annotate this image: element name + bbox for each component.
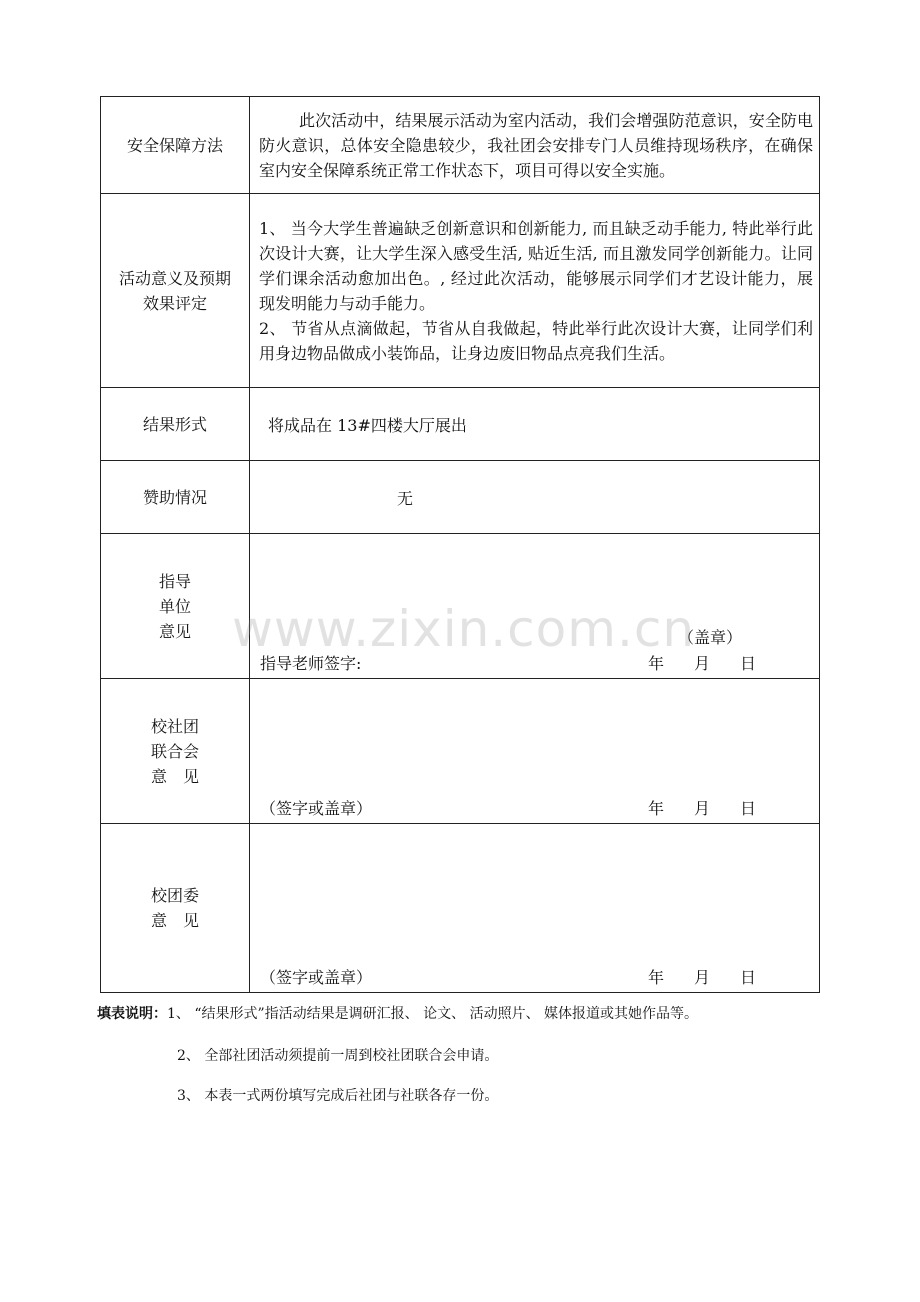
safety-label: 安全保障方法 xyxy=(101,97,250,194)
league-cell xyxy=(250,824,820,993)
row-safety xyxy=(101,97,820,194)
federation-label-line: 意 见 xyxy=(150,766,199,786)
stamp-note: （盖章） xyxy=(678,628,743,647)
league-label xyxy=(101,824,250,993)
result-cell xyxy=(250,388,820,461)
sign-or-stamp-label: （签字或盖章） xyxy=(260,968,373,987)
application-form-table xyxy=(100,96,820,993)
row-significance xyxy=(101,194,820,388)
month-label: 月 xyxy=(694,799,711,818)
result-label: 结果形式 xyxy=(101,388,250,461)
note-item: 2、 全部社团活动须提前一周到校社团联合会申请。 xyxy=(177,1048,499,1064)
day-label: 日 xyxy=(740,654,757,673)
row-league xyxy=(101,824,820,993)
signature-row xyxy=(250,652,819,674)
significance-item-2: 2、 节省从点滴做起，节省从自我做起，特此举行此次设计大赛，让同学们利用身边物品做成小装饰品，让身边废旧物品点亮我们生活。 xyxy=(259,318,813,363)
year-label: 年 xyxy=(648,799,665,818)
row-sponsor xyxy=(101,461,820,534)
month-label: 月 xyxy=(694,654,711,673)
sponsor-label: 赞助情况 xyxy=(101,461,250,534)
teacher-signature-label: 指导老师签字: xyxy=(260,654,362,673)
significance-cell xyxy=(250,194,820,388)
federation-label-line: 联合会 xyxy=(150,741,199,761)
safety-text: 此次活动中，结果展示活动为室内活动，我们会增强防范意识，安全防电防火意识，总体安全隐患较少，我社团会安排专门人员维持现场秩序，在确保室内安全保障系统正常工作状态下，项目可得以安全实施。 xyxy=(259,110,813,180)
year-label: 年 xyxy=(648,654,665,673)
row-result xyxy=(101,388,820,461)
significance-label-line2: 效果评定 xyxy=(142,293,207,313)
sponsor-cell xyxy=(250,461,820,534)
significance-label-line1: 活动意义及预期 xyxy=(118,268,231,288)
league-label-line: 校团委 xyxy=(150,886,199,905)
day-label: 日 xyxy=(740,968,757,987)
league-label-line: 意 见 xyxy=(150,911,199,930)
row-guidance xyxy=(101,534,820,679)
sign-or-stamp-label: （签字或盖章） xyxy=(260,799,373,818)
guidance-cell xyxy=(250,534,820,679)
sponsor-value: 无 xyxy=(397,488,414,508)
safety-cell xyxy=(250,97,820,194)
guidance-label-line: 单位 xyxy=(158,596,191,616)
signature-row xyxy=(250,797,819,819)
day-label: 日 xyxy=(740,799,757,818)
federation-cell xyxy=(250,679,820,824)
note-line-1 xyxy=(97,1004,698,1024)
significance-item-1: 1、 当今大学生普遍缺乏创新意识和创新能力, 而且缺乏动手能力, 特此举行此次设计大赛，让大学生深入感受生活, 贴近生活, 而且激发同学创新能力。让同学们课余活动愈加出色。, 经过此次活动，能够展示同学们才艺设计能力，展现发明能力与动手能力。 xyxy=(259,218,813,313)
federation-label xyxy=(101,679,250,824)
note-item: 1、 “结果形式”指活动结果是调研汇报、 论文、 活动照片、 媒体报道或其她作品等。 xyxy=(167,1006,699,1022)
notes-heading: 填表说明： xyxy=(97,1006,167,1022)
federation-label-line: 校社团 xyxy=(150,716,199,736)
month-label: 月 xyxy=(694,968,711,987)
significance-label xyxy=(101,194,250,388)
guidance-label xyxy=(101,534,250,679)
year-label: 年 xyxy=(648,968,665,987)
guidance-label-line: 指导 xyxy=(158,571,191,591)
note-item: 3、 本表一式两份填写完成后社团与社联各存一份。 xyxy=(177,1088,499,1104)
watermark-text: www.zixin.com.cn xyxy=(232,600,696,658)
row-federation xyxy=(101,679,820,824)
result-value: 将成品在 13#四楼大厅展出 xyxy=(268,415,467,435)
guidance-label-line: 意见 xyxy=(158,621,191,641)
signature-row xyxy=(250,966,819,988)
